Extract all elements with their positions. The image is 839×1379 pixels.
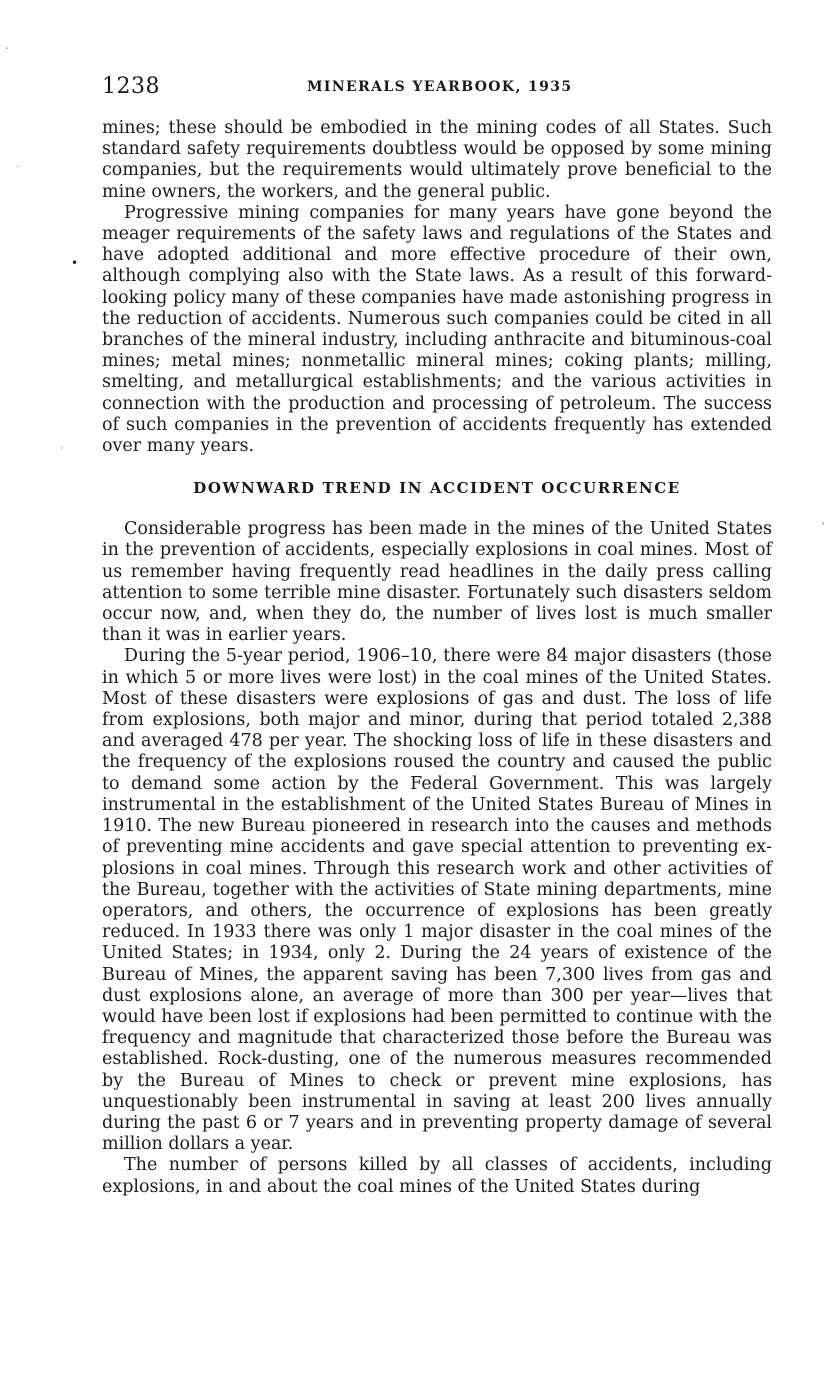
paragraph-considerable-progress: Considerable progress has been made in the mines of the United States in the prevention of accidents, especially explosions in coal mines. Most of us remember having frequently read headlines in the daily press calling attention to some terrible mine disaster. Fortunately such disasters seldom occur now, and, when they do, the number of lives lost is much smaller than it was in earlier years. xyxy=(102,519,772,646)
document-page xyxy=(102,74,772,1198)
section-heading: DOWNWARD TREND IN ACCIDENT OCCURRENCE xyxy=(193,479,681,498)
paragraph-progressive-companies: Progressive mining companies for many years have gone beyond the meager requirements of the safety laws and regulations of the States and have adopted additional and more effective procedure of their own, although complying also with the State laws. As a result of this forward-looking policy many of these companies have made astonishing progress in the reduction of accidents. Numerous such companies could be cited in all branches of the mineral industry, including anthracite and bituminous-coal mines; metal mines; nonmetallic mineral mines; coking plants; milling, smelting, and metallurgical establishments; and the various activities in connection with the production and processing of petroleum. The success of such companies in the prevention of accidents frequently has extended over many years. xyxy=(102,202,772,457)
body-text xyxy=(102,118,772,1198)
margin-speck-top-left: ˎ xyxy=(5,40,10,50)
margin-speck-right: ʼ xyxy=(822,522,825,532)
margin-bullet-mark: • xyxy=(71,256,79,270)
paragraph-five-year-period: During the 5-year period, 1906–10, there were 84 major disasters (those in which 5 or more lives were lost) in the coal mines of the United States. Most of these disasters were explosions of gas and dust. The loss of life from explosions, both major and minor, during that period totaled 2,388 and averaged 478 per year. The shocking loss of life in these disasters and the frequency of the explosions roused the country and caused the public to demand some action by the Federal Government. This was largely instrumental in the establishment of the United States Bureau of Mines in 1910. The new Bureau pioneered in research into the causes and methods of preventing mine accidents and gave special attention to preventing explosions in coal mines. Through this research work and other activities of the Bureau, together with the activities of State mining departments, mine operators, and others, the occurrence of explosions has been greatly reduced. In 1933 there was only 1 major disaster in the coal mines of the United States; in 1934, only 2. During the 24 years of existence of the Bureau of Mines, the apparent saving has been 7,300 lives from gas and dust explosions alone, an average of more than 300 per year—lives that would have been lost if explosions had been permitted to continue with the frequency and magnitude that characterized those before the Bureau was established. Rock-dusting, one of the numerous measures recommended by the Bureau of Mines to check or prevent mine explosions, has unquestionably been instrumental in saving at least 200 lives annually during the past 6 or 7 years and in preventing property damage of several million dollars a year. xyxy=(102,646,772,1155)
paragraph-continued: mines; these should be embodied in the mining codes of all States. Such standard safety requirements doubtless would be opposed by some mining companies, but the requirements would ultimately prove beneficial to the mine owners, the workers, and the general public. xyxy=(102,118,772,202)
margin-speck-left-lower: · xyxy=(60,444,63,454)
running-header xyxy=(102,74,772,104)
paragraph-persons-killed: The number of persons killed by all classes of accidents, including explosions, in and about the coal mines of the United States during xyxy=(102,1155,772,1197)
page-number: 1238 xyxy=(102,74,160,99)
margin-speck-left: ˙ xyxy=(16,166,21,176)
running-title: MINERALS YEARBOOK, 1935 xyxy=(307,79,573,95)
